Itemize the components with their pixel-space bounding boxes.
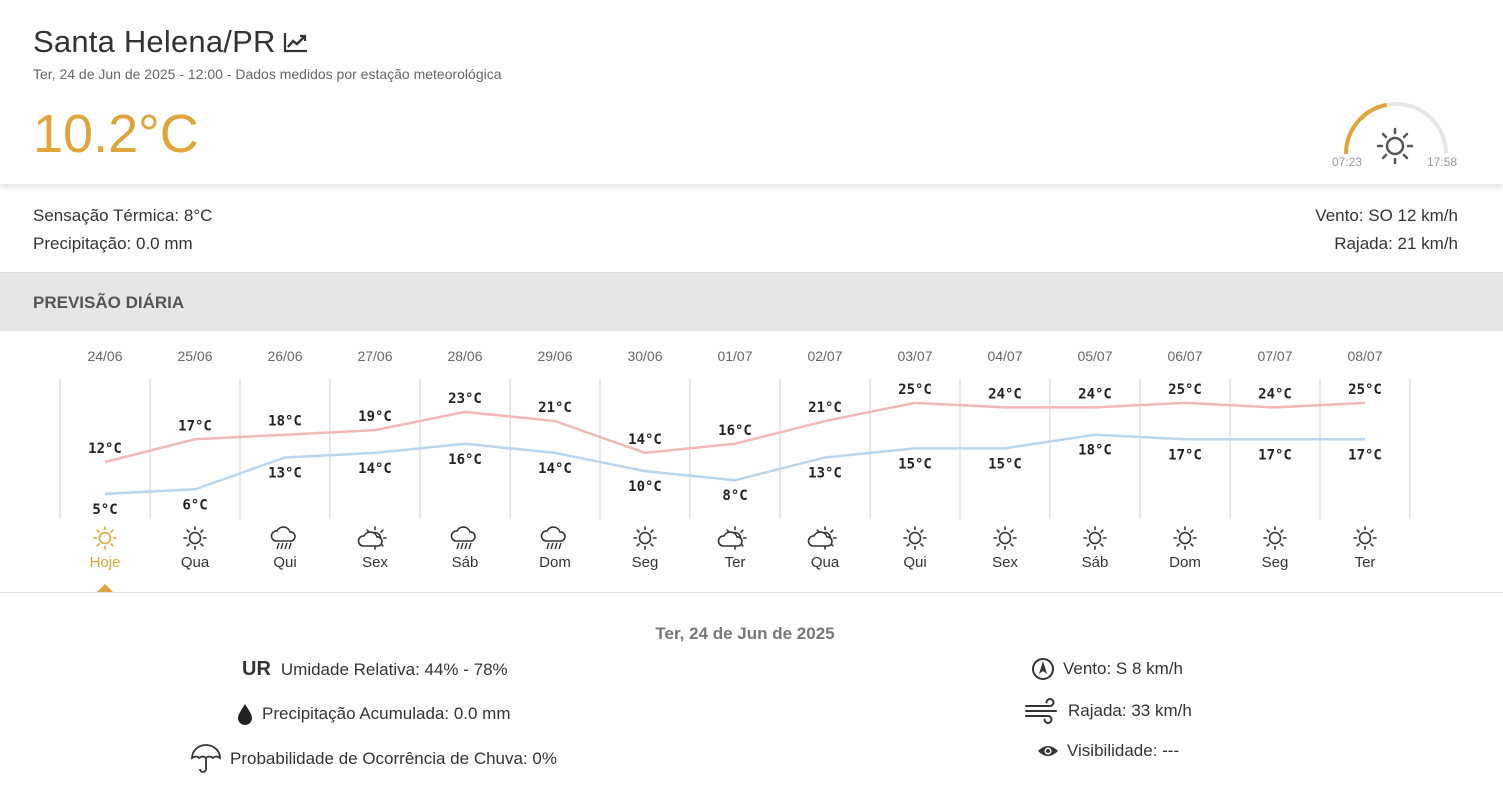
- forecast-date: 07/07: [1257, 348, 1293, 364]
- sun-icon[interactable]: [1264, 527, 1286, 549]
- max-temp-label: 24°C: [988, 386, 1022, 403]
- daily-forecast-section: [0, 273, 1503, 331]
- sun-icon[interactable]: [634, 527, 656, 549]
- min-temp-label: 17°C: [1258, 447, 1292, 464]
- sun-icon[interactable]: [1354, 527, 1376, 549]
- max-temp-label: 12°C: [88, 441, 122, 457]
- partly-cloudy-icon[interactable]: [358, 527, 386, 549]
- forecast-date: 29/06: [537, 348, 573, 364]
- compass-icon: [1031, 657, 1055, 681]
- max-temp-label: 25°C: [1348, 381, 1382, 398]
- measurement-subtitle: Ter, 24 de Jun de 2025 - 12:00 - Dados medidos por estação meteorológica: [33, 66, 502, 82]
- max-temp-label: 17°C: [178, 418, 212, 435]
- min-temp-label: 15°C: [988, 456, 1022, 473]
- sun-icon: [1378, 129, 1412, 163]
- water-drop-icon: [236, 703, 254, 725]
- forecast-date: 01/07: [717, 348, 753, 364]
- partly-cloudy-icon[interactable]: [808, 527, 836, 549]
- forecast-date: 26/06: [267, 348, 303, 364]
- forecast-day-label[interactable]: Seg: [1261, 554, 1289, 571]
- forecast-day-label[interactable]: Dom: [1169, 554, 1201, 571]
- feels-like: Sensação Térmica: 8°C: [33, 206, 213, 225]
- forecast-day-label[interactable]: Dom: [539, 554, 571, 571]
- max-temp-label: 18°C: [268, 413, 302, 430]
- forecast-day-label[interactable]: Qui: [273, 554, 297, 571]
- forecast-day-label[interactable]: Seg: [631, 554, 659, 571]
- divider: [0, 592, 1503, 593]
- min-temp-label: 14°C: [358, 460, 392, 477]
- current-temperature: 10.2°C: [33, 104, 199, 164]
- current-conditions: [0, 184, 1503, 273]
- sunset-time: 17:58: [1427, 155, 1458, 169]
- forecast-day-label[interactable]: Sáb: [1081, 554, 1109, 571]
- city-title-row: [33, 24, 309, 60]
- min-temp-label: 8°C: [722, 488, 748, 505]
- forecast-day-label[interactable]: Qua: [810, 554, 840, 571]
- forecast-date: 24/06: [87, 348, 123, 364]
- sun-icon[interactable]: [904, 527, 926, 549]
- rain-cloud-icon[interactable]: [271, 527, 295, 549]
- max-temp-label: 24°C: [1258, 386, 1292, 403]
- city-name: Santa Helena/PR: [33, 24, 276, 59]
- detail-wind-row: [1031, 657, 1183, 681]
- min-temp-label: 15°C: [898, 456, 932, 473]
- forecast-day-label[interactable]: Sáb: [451, 554, 479, 571]
- rain-prob-value: Probabilidade de Ocorrência de Chuva: 0%: [230, 749, 557, 768]
- daily-forecast-chart: [0, 331, 1503, 593]
- current-weather-header: [0, 0, 1503, 184]
- gust: Rajada: 21 km/h: [1334, 234, 1458, 253]
- max-temp-label: 19°C: [358, 409, 392, 426]
- forecast-day-label[interactable]: Qui: [903, 554, 927, 571]
- precipitation: Precipitação: 0.0 mm: [33, 234, 193, 253]
- forecast-date: 28/06: [447, 348, 483, 364]
- precip-row: [236, 703, 511, 725]
- forecast-date: 03/07: [897, 348, 933, 364]
- max-temp-label: 25°C: [1168, 381, 1202, 398]
- forecast-day-label[interactable]: Sex: [362, 554, 388, 571]
- min-temp-label: 18°C: [1078, 442, 1112, 459]
- humidity-value: Umidade Relativa: 44% - 78%: [280, 659, 508, 679]
- forecast-day-label[interactable]: Sex: [992, 554, 1018, 571]
- precip-value: Precipitação Acumulada: 0.0 mm: [262, 704, 511, 723]
- forecast-date: 08/07: [1347, 348, 1383, 364]
- trend-chart-icon[interactable]: [283, 31, 309, 53]
- min-temp-label: 17°C: [1168, 447, 1202, 464]
- forecast-date: 30/06: [627, 348, 663, 364]
- forecast-date: 02/07: [807, 348, 843, 364]
- max-temp-label: 14°C: [628, 431, 662, 448]
- visibility-value: Visibilidade: ---: [1067, 741, 1180, 760]
- sunrise-time: 07:23: [1332, 155, 1363, 169]
- rain-cloud-icon[interactable]: [451, 527, 475, 549]
- eye-icon: [1037, 743, 1059, 759]
- sun-icon[interactable]: [1084, 527, 1106, 549]
- min-temp-label: 13°C: [808, 465, 842, 482]
- forecast-day-label[interactable]: Hoje: [89, 554, 121, 571]
- max-temp-label: 16°C: [718, 422, 752, 439]
- sun-icon[interactable]: [1174, 527, 1196, 549]
- wind-gust-icon: [1024, 698, 1060, 724]
- umbrella-icon: [190, 744, 222, 774]
- min-temp-label: 5°C: [92, 501, 118, 518]
- forecast-date: 25/06: [177, 348, 213, 364]
- rain-prob-row: [190, 744, 557, 774]
- forecast-date: 06/07: [1167, 348, 1203, 364]
- detail-wind-value: Vento: S 8 km/h: [1063, 659, 1184, 678]
- min-temp-label: 17°C: [1348, 447, 1382, 464]
- min-temp-label: 16°C: [448, 451, 482, 468]
- forecast-date: 05/07: [1077, 348, 1113, 364]
- wind: Vento: SO 12 km/h: [1315, 206, 1458, 225]
- max-temp-label: 25°C: [898, 381, 932, 398]
- forecast-date: 27/06: [357, 348, 393, 364]
- max-temp-label: 24°C: [1078, 386, 1112, 403]
- detail-gust-row: [1024, 698, 1192, 724]
- sun-icon[interactable]: [94, 527, 116, 549]
- selected-day-date: Ter, 24 de Jun de 2025: [655, 624, 835, 643]
- max-temp-label: 23°C: [448, 390, 482, 407]
- min-temp-label: 14°C: [538, 460, 572, 477]
- visibility-row: [1037, 741, 1179, 761]
- partly-cloudy-icon[interactable]: [718, 527, 746, 549]
- sun-icon[interactable]: [994, 527, 1016, 549]
- forecast-date: 04/07: [987, 348, 1023, 364]
- humidity-row: [242, 658, 508, 681]
- min-temp-label: 10°C: [628, 479, 662, 496]
- forecast-day-label[interactable]: Ter: [1354, 554, 1376, 571]
- forecast-day-label[interactable]: Ter: [724, 554, 746, 571]
- min-temp-label: 13°C: [268, 465, 302, 482]
- forecast-day-label[interactable]: Qua: [180, 554, 210, 571]
- min-temp-label: 6°C: [182, 497, 208, 514]
- max-temp-label: 21°C: [808, 400, 842, 417]
- rain-cloud-icon[interactable]: [541, 527, 565, 549]
- sun-icon[interactable]: [184, 527, 206, 549]
- detail-gust-value: Rajada: 33 km/h: [1068, 701, 1192, 720]
- humidity-icon: UR: [242, 658, 271, 680]
- max-temp-label: 21°C: [538, 400, 572, 417]
- section-title: PREVISÃO DIÁRIA: [33, 293, 185, 312]
